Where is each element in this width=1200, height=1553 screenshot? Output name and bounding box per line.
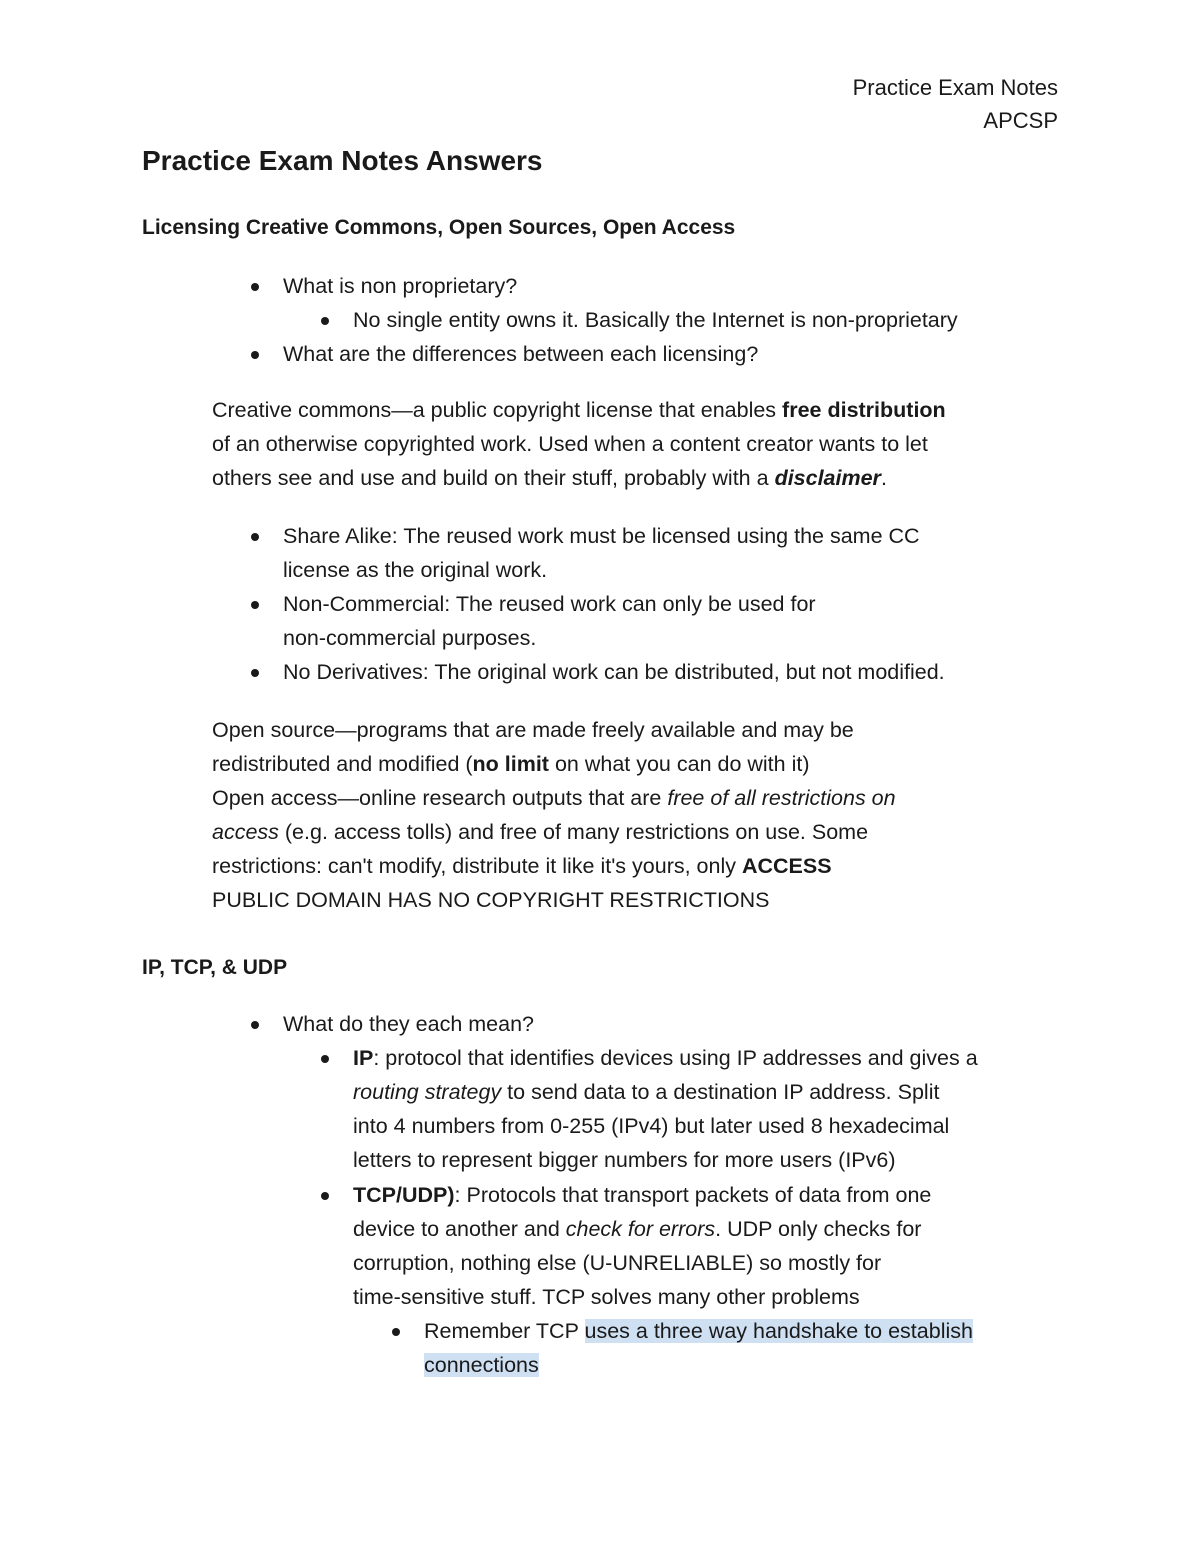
header-doc-title: Practice Exam Notes [852, 75, 1058, 100]
creative-commons-line-3 [212, 461, 887, 495]
answer-non-proprietary: No single entity owns it. Basically the Internet is non-proprietary [353, 308, 958, 332]
non-commercial-line-1: Non-Commercial: The reused work can only be used for [283, 592, 816, 616]
ip-line-4: letters to represent bigger numbers for more users (IPv6) [353, 1148, 896, 1172]
highlighted-text[interactable]: uses a three way handshake to establish [584, 1319, 973, 1343]
share-alike-line-1: Share Alike: The reused work must be licensed using the same CC [283, 524, 920, 548]
tcp-line-1 [353, 1178, 931, 1212]
bold-italic-disclaimer: disclaimer [774, 466, 881, 490]
bullet-icon [321, 1055, 329, 1063]
bullet-icon [251, 533, 259, 541]
bullet-icon [251, 1021, 259, 1029]
question-what-mean: What do they each mean? [283, 1012, 534, 1036]
text-span: redistributed and modified ( [212, 752, 473, 776]
page-title: Practice Exam Notes Answers [142, 145, 543, 176]
ip-line-2 [353, 1075, 939, 1109]
text-span: Remember TCP [424, 1319, 585, 1343]
remember-tcp-line-2 [424, 1348, 539, 1382]
text-span: to send data to a destination IP address. Split [501, 1080, 940, 1104]
text-span: Open access—online research outputs that are [212, 786, 668, 810]
open-source-line-1: Open source—programs that are made freely available and may be [212, 718, 854, 742]
text-span: restrictions: can't modify, distribute it like it's yours, only [212, 854, 742, 878]
creative-commons-line-2: of an otherwise copyrighted work. Used when a content creator wants to let [212, 432, 928, 456]
bullet-icon [251, 669, 259, 677]
text-span: : Protocols that transport packets of data from one [454, 1183, 932, 1207]
text-span: . UDP only checks for [715, 1217, 922, 1241]
open-source-line-2 [212, 747, 810, 781]
bold-no-limit: no limit [472, 752, 549, 776]
header-course: APCSP [983, 108, 1058, 133]
italic-check-errors: check for errors [565, 1217, 716, 1241]
question-non-proprietary: What is non proprietary? [283, 274, 518, 298]
tcp-line-3: corruption, nothing else (U-UNRELIABLE) so mostly for [353, 1251, 882, 1275]
tcp-line-2 [353, 1212, 921, 1246]
section-heading-licensing: Licensing Creative Commons, Open Sources, Open Access [142, 216, 736, 239]
ip-line-3: into 4 numbers from 0-255 (IPv4) but later used 8 hexadecimal [353, 1114, 950, 1138]
no-derivatives-line-1: No Derivatives: The original work can be distributed, but not modified. [283, 660, 945, 684]
italic-free-of-restrictions: free of all restrictions on [667, 786, 896, 810]
share-alike-line-2: license as the original work. [283, 558, 548, 582]
text-span: (e.g. access tolls) and free of many restrictions on use. Some [278, 820, 869, 844]
text-span: Creative commons—a public copyright license that enables [212, 398, 783, 422]
bold-access: ACCESS [741, 854, 832, 878]
tcp-line-4: time-sensitive stuff. TCP solves many other problems [353, 1285, 860, 1309]
open-access-line-3 [212, 849, 832, 883]
text-span: . [880, 466, 887, 490]
italic-routing-strategy: routing strategy [353, 1080, 502, 1104]
creative-commons-line-1 [212, 393, 946, 427]
non-commercial-line-2: non-commercial purposes. [283, 626, 537, 650]
bullet-icon [251, 283, 259, 291]
text-span: device to another and [353, 1217, 566, 1241]
bullet-icon [251, 601, 259, 609]
highlighted-text[interactable]: connections [424, 1353, 539, 1377]
ip-line-1 [353, 1041, 978, 1075]
open-access-line-1 [212, 781, 896, 815]
text-span: : protocol that identifies devices using IP addresses and gives a [373, 1046, 978, 1070]
bullet-icon [321, 1192, 329, 1200]
open-access-line-2 [212, 815, 868, 849]
bullet-icon [251, 351, 259, 359]
bold-free-distribution: free distribution [782, 398, 946, 422]
bold-tcp-udp-label: TCP/UDP) [353, 1183, 455, 1207]
public-domain-line: PUBLIC DOMAIN HAS NO COPYRIGHT RESTRICTIONS [212, 888, 770, 912]
remember-tcp-line-1 [424, 1314, 973, 1348]
text-span: on what you can do with it) [548, 752, 810, 776]
bold-ip-label: IP [353, 1046, 374, 1070]
text-span: others see and use and build on their stuff, probably with a [212, 466, 775, 490]
section-heading-network: IP, TCP, & UDP [142, 956, 288, 979]
bullet-icon [321, 317, 329, 325]
italic-access: access [212, 820, 279, 844]
bullet-icon [392, 1328, 400, 1336]
question-licensing-differences: What are the differences between each licensing? [283, 342, 759, 366]
